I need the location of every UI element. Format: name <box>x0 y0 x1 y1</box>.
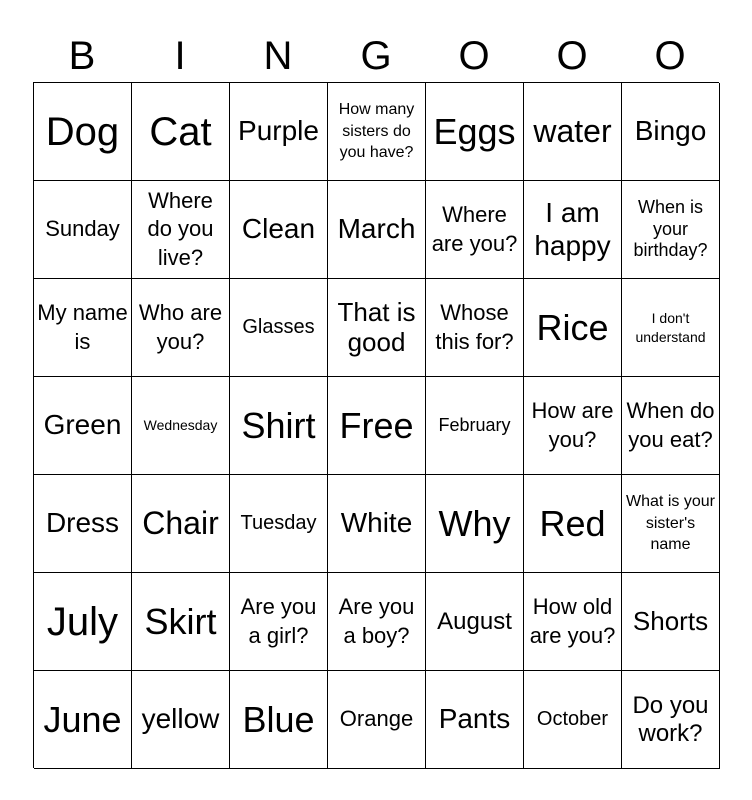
header-letter-o-2: O <box>556 34 588 78</box>
bingo-cell: yellow <box>132 671 230 769</box>
bingo-cell: October <box>524 671 622 769</box>
bingo-cell: Eggs <box>426 83 524 181</box>
bingo-cell: March <box>328 181 426 279</box>
bingo-cell: Where do you live? <box>132 181 230 279</box>
bingo-cell: Pants <box>426 671 524 769</box>
header-letter-n: N <box>263 34 293 78</box>
bingo-cell: Orange <box>328 671 426 769</box>
bingo-cell: Cat <box>132 83 230 181</box>
bingo-cell: Shirt <box>230 377 328 475</box>
bingo-cell: Glasses <box>230 279 328 377</box>
bingo-cell: July <box>34 573 132 671</box>
bingo-cell: Are you a boy? <box>328 573 426 671</box>
bingo-cell: How many sisters do you have? <box>328 83 426 181</box>
bingo-cell: Tuesday <box>230 475 328 573</box>
bingo-cell: Whose this for? <box>426 279 524 377</box>
bingo-cell: I am happy <box>524 181 622 279</box>
bingo-cell: Shorts <box>622 573 720 671</box>
bingo-cell: Purple <box>230 83 328 181</box>
bingo-cell: Red <box>524 475 622 573</box>
bingo-cell: White <box>328 475 426 573</box>
bingo-cell: water <box>524 83 622 181</box>
bingo-cell: June <box>34 671 132 769</box>
header-letter-o-3: O <box>654 34 686 78</box>
bingo-cell: When do you eat? <box>622 377 720 475</box>
header-letter-g: G <box>360 34 392 78</box>
header-letter-b: B <box>68 34 96 78</box>
bingo-cell: Dog <box>34 83 132 181</box>
bingo-cell: August <box>426 573 524 671</box>
bingo-cell: Do you work? <box>622 671 720 769</box>
bingo-cell: Green <box>34 377 132 475</box>
bingo-cell: Where are you? <box>426 181 524 279</box>
bingo-cell: Sunday <box>34 181 132 279</box>
bingo-cell: Free <box>328 377 426 475</box>
bingo-cell: Wednesday <box>132 377 230 475</box>
bingo-cell: How are you? <box>524 377 622 475</box>
bingo-cell: How old are you? <box>524 573 622 671</box>
bingo-cell: February <box>426 377 524 475</box>
bingo-cell: What is your sister's name <box>622 475 720 573</box>
bingo-cell: When is your birthday? <box>622 181 720 279</box>
bingo-cell: That is good <box>328 279 426 377</box>
bingo-cell: Blue <box>230 671 328 769</box>
bingo-cell: Rice <box>524 279 622 377</box>
header-letter-o-1: O <box>458 34 490 78</box>
bingo-cell: Bingo <box>622 83 720 181</box>
bingo-grid <box>33 82 719 768</box>
bingo-cell: Dress <box>34 475 132 573</box>
bingo-cell: Chair <box>132 475 230 573</box>
bingo-cell: My name is <box>34 279 132 377</box>
bingo-cell: Who are you? <box>132 279 230 377</box>
header-letter-i: I <box>174 34 186 78</box>
bingo-cell: Clean <box>230 181 328 279</box>
bingo-cell: Why <box>426 475 524 573</box>
bingo-cell: Skirt <box>132 573 230 671</box>
bingo-header <box>33 30 719 82</box>
bingo-cell: I don't understand <box>622 279 720 377</box>
bingo-cell: Are you a girl? <box>230 573 328 671</box>
